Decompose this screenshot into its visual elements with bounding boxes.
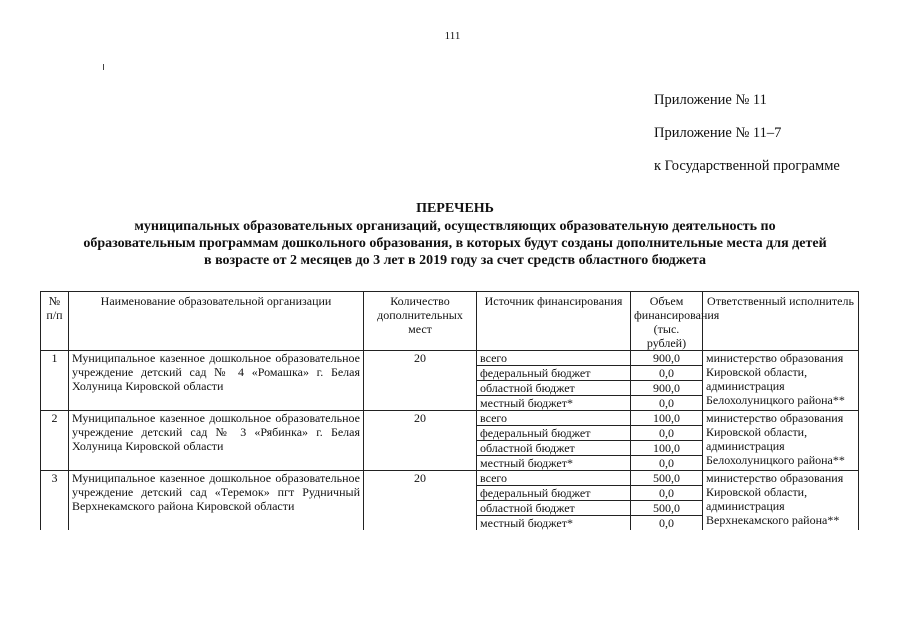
row-number: 2 <box>41 411 69 471</box>
funding-amount: 500,0 <box>631 501 703 516</box>
organization-name: Муниципальное казенное дошкольное образовательное учреждение детский сад № 4 «Ромашка» г. Белая Холуница Кировской области <box>69 351 364 411</box>
organization-name: Муниципальное казенное дошкольное образовательное учреждение детский сад № 3 «Рябинка» г. Белая Холуница Кировской области <box>69 411 364 471</box>
funding-source: местный бюджет* <box>477 516 631 531</box>
funding-source: областной бюджет <box>477 501 631 516</box>
header-name: Наименование образовательной организации <box>69 292 364 351</box>
funding-amount: 100,0 <box>631 411 703 426</box>
table-row <box>41 411 859 426</box>
places-count: 20 <box>364 471 477 531</box>
funding-source: всего <box>477 411 631 426</box>
funding-source: федеральный бюджет <box>477 366 631 381</box>
appendix-line-2: Приложение № 11–7 <box>654 125 782 141</box>
header-source: Источник финансирования <box>477 292 631 351</box>
funding-amount: 0,0 <box>631 426 703 441</box>
appendix-line-1: Приложение № 11 <box>654 92 767 108</box>
places-count: 20 <box>364 351 477 411</box>
title-line-1: муниципальных образовательных организаций, осуществляющих образовательную деятельность по <box>134 219 776 234</box>
page-number: 111 <box>444 30 461 42</box>
funding-amount: 0,0 <box>631 396 703 411</box>
funding-amount: 0,0 <box>631 456 703 471</box>
organization-name: Муниципальное казенное дошкольное образовательное учреждение детский сад «Теремок» пгт Рудничный Верхнекамского района Кировской области <box>69 471 364 531</box>
funding-amount: 0,0 <box>631 366 703 381</box>
header-amount: Объем финансирования (тыс. рублей) <box>631 292 703 351</box>
title-main: ПЕРЕЧЕНЬ <box>416 201 494 216</box>
table-header-row <box>41 292 859 351</box>
table-row <box>41 351 859 366</box>
funding-source: областной бюджет <box>477 381 631 396</box>
scan-speck <box>103 64 104 70</box>
title-line-3: в возрасте от 2 месяцев до 3 лет в 2019 году за счет средств областного бюджета <box>204 253 706 268</box>
funding-source: всего <box>477 351 631 366</box>
row-number: 1 <box>41 351 69 411</box>
funding-source: федеральный бюджет <box>477 426 631 441</box>
appendix-line-3: к Государственной программе <box>654 158 840 174</box>
header-count: Количество дополнительных мест <box>364 292 477 351</box>
responsible-executor: министерство образования Кировской области, администрация Верхнекамского района** <box>703 471 859 531</box>
title-line-2: образовательным программам дошкольного образования, в которых будут созданы дополнительные места для детей <box>83 236 827 251</box>
funding-source: всего <box>477 471 631 486</box>
funding-source: федеральный бюджет <box>477 486 631 501</box>
funding-amount: 900,0 <box>631 381 703 396</box>
row-number: 3 <box>41 471 69 531</box>
places-count: 20 <box>364 411 477 471</box>
funding-amount: 0,0 <box>631 516 703 531</box>
funding-source: областной бюджет <box>477 441 631 456</box>
funding-amount: 500,0 <box>631 471 703 486</box>
responsible-executor: министерство образования Кировской области, администрация Белохолуницкого района** <box>703 351 859 411</box>
funding-amount: 0,0 <box>631 486 703 501</box>
funding-amount: 100,0 <box>631 441 703 456</box>
responsible-executor: министерство образования Кировской области, администрация Белохолуницкого района** <box>703 411 859 471</box>
header-responsible: Ответственный исполнитель <box>703 292 859 351</box>
header-num: № п/п <box>41 292 69 351</box>
funding-source: местный бюджет* <box>477 396 631 411</box>
funding-source: местный бюджет* <box>477 456 631 471</box>
document-title <box>60 200 850 269</box>
table-row <box>41 471 859 486</box>
funding-amount: 900,0 <box>631 351 703 366</box>
organizations-table <box>40 291 859 530</box>
